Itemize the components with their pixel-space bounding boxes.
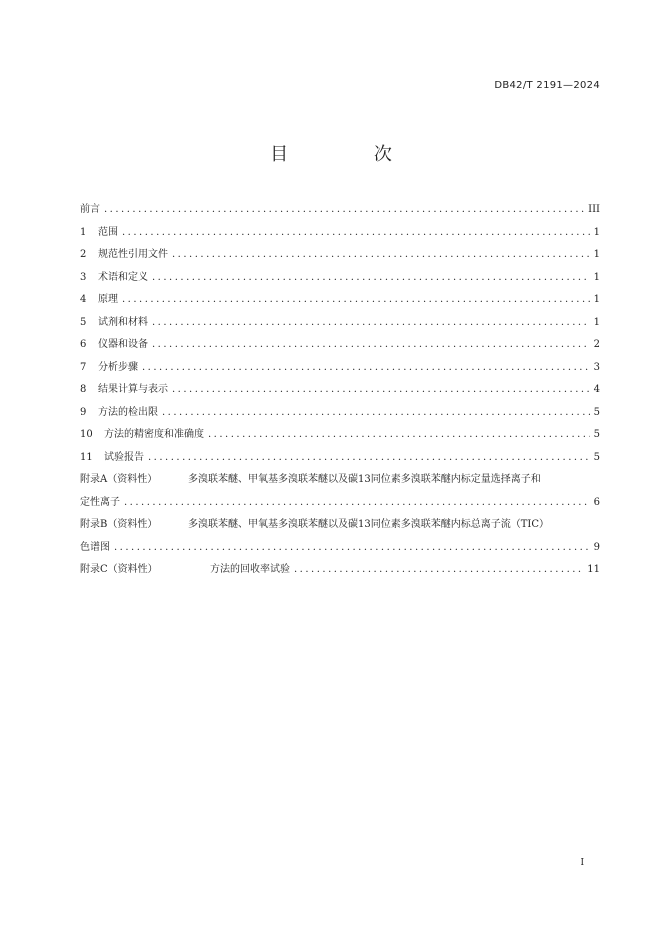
toc-leader-dots [162,402,590,425]
toc-entry-number: 10 [80,429,93,440]
toc-entry-1[interactable] [80,222,600,245]
toc-entry-7[interactable] [80,357,600,380]
toc-entry-5[interactable] [80,312,600,335]
toc-leader-dots [122,222,590,245]
toc-entry-page: 1 [593,294,600,305]
toc-entry-annex-a[interactable] [80,469,600,514]
toc-entry-text: 试剂和材料 [98,316,148,328]
toc-entry-text: 分析步骤 [98,361,138,373]
toc-leader-dots [148,447,590,470]
toc-entry-number: 8 [80,384,87,395]
toc-entry-number: 7 [80,361,87,373]
table-of-contents [80,199,600,582]
toc-entry-page: 5 [593,406,600,418]
toc-entry-text: 范围 [98,226,118,238]
document-code: DB42/T 2191—2024 [494,80,600,91]
toc-entry-number: 1 [80,226,87,238]
toc-entry-annex-b[interactable] [80,514,600,559]
toc-leader-dots [208,424,590,447]
toc-entry-page: 2 [593,339,600,350]
toc-leader-dots [172,379,590,402]
toc-annex-line [80,469,600,492]
toc-entry-page: 1 [593,249,600,260]
toc-entry-11[interactable] [80,447,600,470]
toc-leader-dots [122,289,590,312]
toc-entry-4[interactable] [80,289,600,312]
toc-annex-label: 附录B（资料性） [80,519,158,530]
toc-entry-2[interactable] [80,244,600,267]
toc-entry-annex-c[interactable] [80,559,600,582]
toc-leader-dots [104,199,584,222]
toc-entry-text: 多溴联苯醚、甲氧基多溴联苯醚以及碳13同位素多溴联苯醚内标定量选择离子和 [188,474,541,485]
toc-leader-dots [124,492,590,515]
toc-entry-page: 9 [593,541,600,553]
toc-entry-page: III [588,204,600,215]
toc-entry-page: 5 [593,429,600,440]
toc-leader-dots [152,267,590,290]
toc-entry-page: 4 [593,384,600,395]
toc-entry-text: 方法的回收率试验 [210,564,290,575]
toc-entry-text: 试验报告 [104,451,144,463]
toc-leader-dots [152,312,590,335]
toc-entry-number: 11 [80,451,93,463]
toc-leader-dots [172,244,590,267]
toc-entry-page: 6 [593,496,600,508]
toc-entry-number: 4 [80,294,87,305]
toc-entry-number: 6 [80,339,87,350]
toc-annex-line [80,514,600,537]
toc-annex-line [80,537,600,560]
toc-leader-dots [114,537,590,560]
toc-entry-text: 仪器和设备 [98,339,148,350]
toc-entry-text: 前言 [80,204,100,215]
toc-leader-dots [294,559,583,582]
toc-entry-text: 定性离子 [80,496,120,508]
toc-leader-dots [152,334,590,357]
toc-entry-text: 方法的精密度和准确度 [104,429,204,440]
toc-entry-text: 术语和定义 [98,271,148,283]
toc-entry-9[interactable] [80,402,600,425]
toc-annex-line [80,492,600,515]
toc-entry-text: 多溴联苯醚、甲氧基多溴联苯醚以及碳13同位素多溴联苯醚内标总离子流（TIC） [188,519,549,530]
toc-entry-6[interactable] [80,334,600,357]
toc-entry-text: 色谱图 [80,541,110,553]
page-title: 目 次 [270,144,432,165]
toc-entry-3[interactable] [80,267,600,290]
toc-entry-page: 5 [593,451,600,463]
toc-entry-number: 9 [80,406,87,418]
toc-entry-page: 11 [587,564,600,575]
toc-entry-foreword[interactable] [80,199,600,222]
toc-annex-label: 附录C（资料性） [80,564,158,575]
toc-entry-text: 规范性引用文件 [98,249,168,260]
toc-entry-page: 3 [593,361,600,373]
toc-entry-text: 原理 [98,294,118,305]
toc-entry-number: 3 [80,271,87,283]
toc-entry-10[interactable] [80,424,600,447]
toc-entry-number: 2 [80,249,87,260]
toc-annex-label: 附录A（资料性） [80,474,158,485]
toc-entry-text: 方法的检出限 [98,406,158,418]
toc-leader-dots [142,357,590,380]
toc-entry-8[interactable] [80,379,600,402]
page-number: I [580,858,584,868]
toc-entry-page: 1 [593,226,600,238]
toc-entry-page: 1 [593,271,600,283]
toc-entry-number: 5 [80,316,87,328]
toc-entry-text: 结果计算与表示 [98,384,168,395]
toc-entry-page: 1 [593,316,600,328]
